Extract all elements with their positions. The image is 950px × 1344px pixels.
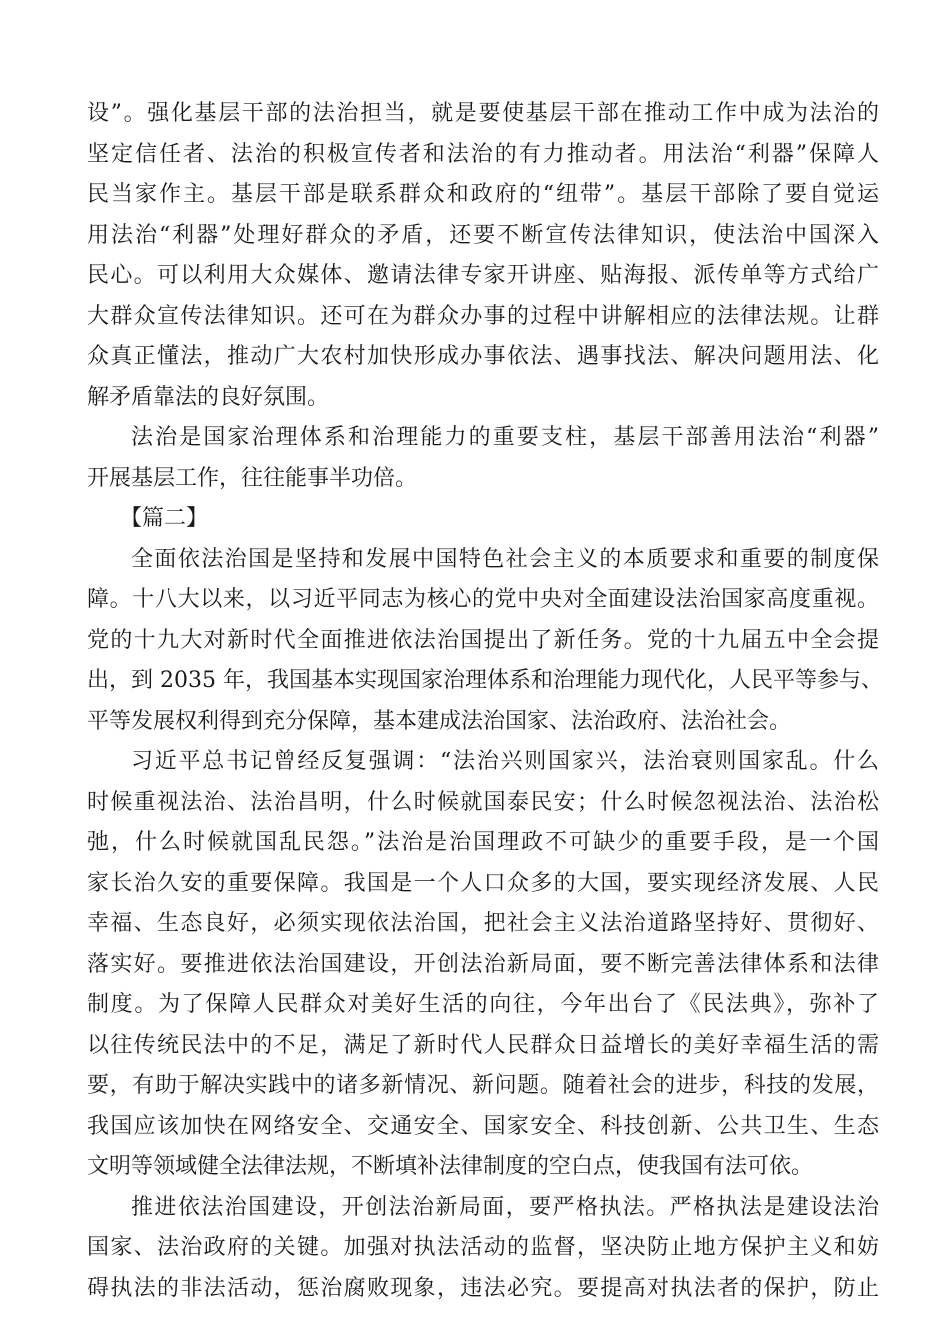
- section-heading: 【篇二】: [120, 506, 209, 531]
- text-line: 文明等领域健全法律法规，不断填补法律制度的空白点，使我国有法可依。: [87, 1154, 814, 1179]
- text-line: 家长治久安的重要保障。我国是一个人口众多的大国，要实现经济发展、人民: [87, 870, 879, 896]
- paragraph-1: [87, 94, 879, 418]
- text-line: 弛，什么时候就国乱民怨。”法治是治国理政不可缺少的重要手段，是一个国: [87, 830, 879, 855]
- text-line: 时候重视法治、法治昌明，什么时候就国泰民安；什么时候忽视法治、法治松: [87, 789, 879, 815]
- text-line: 党的十九大对新时代全面推进依法治国提出了新任务。党的十九届五中全会提: [87, 627, 879, 653]
- text-line: 众真正懂法，推动广大农村加快形成办事依法、遇事找法、解决问题用法、化: [87, 344, 879, 369]
- text-line: 习近平总书记曾经反复强调：“法治兴则国家兴，法治衰则国家乱。什么: [131, 749, 879, 774]
- text-line: 民心。可以利用大众媒体、邀请法律专家开讲座、贴海报、派传单等方式给广: [87, 263, 879, 288]
- text-line: 解矛盾靠法的良好氛围。: [87, 384, 330, 410]
- text-line: 障。十八大以来，以习近平同志为核心的党中央对全面建设法治国家高度重视。: [87, 587, 879, 612]
- text-line: 要，有助于解决实践中的诸多新情况、新问题。随着社会的进步，科技的发展，: [87, 1073, 879, 1098]
- text-line: 民当家作主。基层干部是联系群众和政府的“纽带”。基层干部除了要自觉运: [87, 182, 879, 207]
- text-line: 以往传统民法中的不足，满足了新时代人民群众日益增长的美好幸福生活的需: [87, 1032, 879, 1058]
- text-line: 碍执法的非法活动，惩治腐败现象，违法必究。要提高对执法者的保护，防止: [87, 1275, 879, 1301]
- text-line: 幸福、生态良好，必须实现依法治国，把社会主义法治道路坚持好、贯彻好、: [87, 911, 879, 936]
- paragraph-5: [87, 1188, 879, 1310]
- text-line: 平等发展权利得到充分保障，基本建成法治国家、法治政府、法治社会。: [87, 708, 792, 734]
- text-line: 坚定信任者、法治的积极宣传者和法治的有力推动者。用法治“利器”保障人: [87, 141, 879, 167]
- text-line: 制度。为了保障人民群众对美好生活的向往，今年出台了《民法典》，弥补了: [87, 992, 879, 1017]
- text-line: 落实好。要推进依法治国建设，开创法治新局面，要不断完善法律体系和法律: [87, 951, 879, 977]
- text-line: 推进依法治国建设，开创法治新局面，要严格执法。严格执法是建设法治: [131, 1194, 879, 1220]
- text-line: 全面依法治国是坚持和发展中国特色社会主义的本质要求和重要的制度保: [131, 546, 879, 572]
- text-line: 我国应该加快在网络安全、交通安全、国家安全、科技创新、公共卫生、生态: [87, 1113, 879, 1139]
- text-line: 法治是国家治理体系和治理能力的重要支柱，基层干部善用法治“利器”: [131, 425, 879, 450]
- text-line: 大群众宣传法律知识。还可在为群众办事的过程中讲解相应的法律法规。让群: [87, 303, 879, 329]
- text-line: 用法治“利器”处理好群众的矛盾，还要不断宣传法律知识，使法治中国深入: [87, 222, 879, 248]
- text-line: 国家、法治政府的关键。加强对执法活动的监督，坚决防止地方保护主义和妨: [87, 1235, 879, 1260]
- document-page: [87, 94, 883, 1309]
- text-line: 开展基层工作，往往能事半功倍。: [87, 465, 418, 491]
- paragraph-2: [87, 418, 879, 499]
- paragraph-4: [87, 742, 879, 1188]
- text-line: 出，到 2035 年，我国基本实现国家治理体系和治理能力现代化，人民平等参与、: [87, 668, 883, 693]
- text-line: 设”。强化基层干部的法治担当，就是要使基层干部在推动工作中成为法治的: [87, 101, 879, 126]
- paragraph-3: [87, 540, 883, 743]
